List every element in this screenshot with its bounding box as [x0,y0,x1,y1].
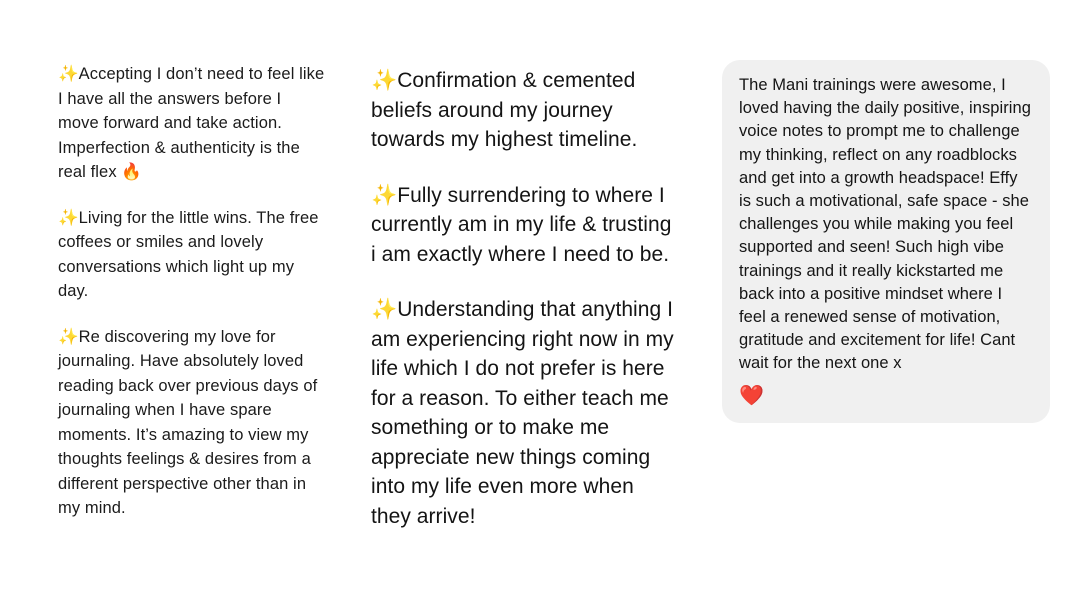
testimonial-column-two [371,66,677,531]
paragraph: ✨Re discovering my love for journaling. Have absolutely loved reading back over previous days of journaling when I have spare moments. It’s amazing to view my thoughts feelings & desires from a different perspective other than in my mind. [58,327,318,517]
message-bubble [722,60,1050,423]
paragraph: ✨Understanding that anything I am experiencing right now in my life which I do not prefer is here for a reason. To either teach me something or to make me appreciate new things coming into my life even more when they arrive! [371,298,674,528]
paragraph: ✨Fully surrendering to where I currently am in my life & trusting i am exactly where I need to be. [371,183,672,266]
paragraph: ✨Accepting I don’t need to feel like I have all the answers before I move forward and take action. Imperfection & authenticity is the real flex 🔥 [58,65,325,181]
paragraph: ✨Confirmation & cemented beliefs around my journey towards my highest timeline. [371,69,638,151]
testimonial-column-three [722,60,1050,423]
testimonial-column-one [58,62,326,521]
message-text: The Mani trainings were awesome, I loved having the daily positive, inspiring voice notes to prompt me to challenge my thinking, reflect on any roadblocks and get into a growth headspace! Effy is such a motivational, safe space - she challenges you while making you feel supported and seen! Such high vibe trainings and it really kickstarted me back into a positive mindset where I feel a renewed sense of motivation, gratitude and excitement for life! Cant wait for the next one x [739,76,1031,373]
heart-icon: ❤️ [739,384,764,407]
paragraph: ✨Living for the little wins. The free coffees or smiles and lovely conversations which light up my day. [58,208,319,300]
